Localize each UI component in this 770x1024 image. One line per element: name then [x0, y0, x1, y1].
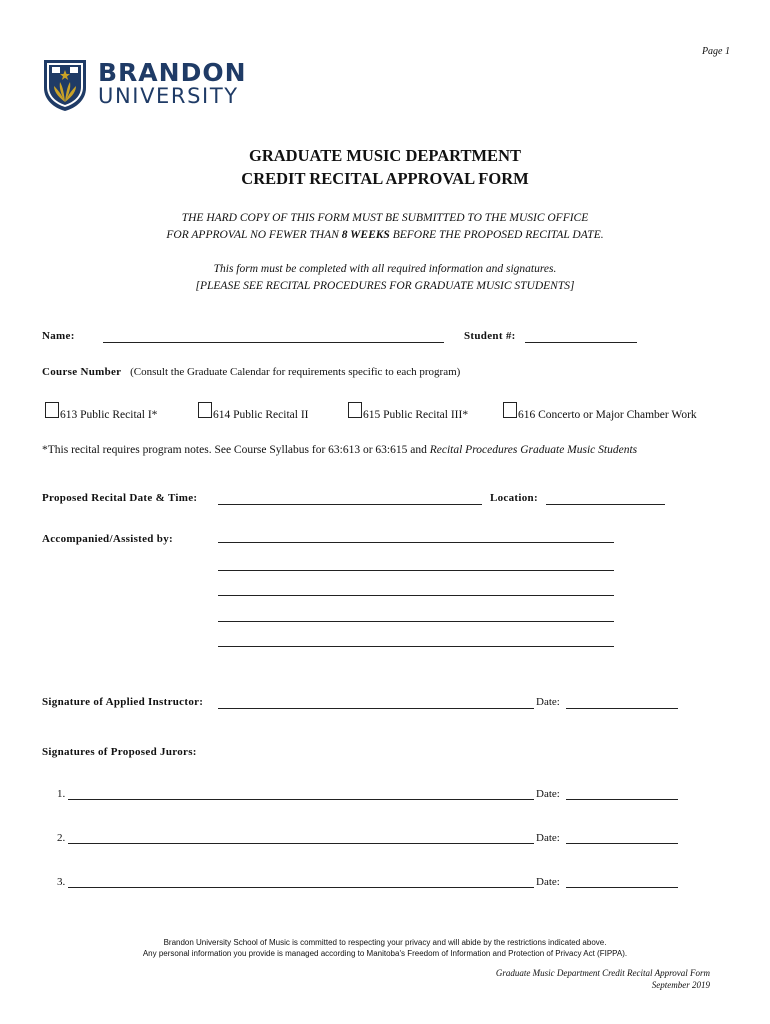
student-number-label: Student #:: [464, 330, 516, 342]
logo-brandon: BRANDON: [98, 58, 247, 87]
instructor-date-label: Date:: [536, 696, 560, 708]
name-label: Name:: [42, 330, 75, 342]
form-title-line2: CREDIT RECITAL APPROVAL FORM: [241, 169, 529, 188]
accompanist-field-4[interactable]: [218, 621, 614, 622]
accompanist-field-2[interactable]: [218, 570, 614, 571]
checkbox-616[interactable]: [503, 402, 517, 418]
juror-3-date-field[interactable]: [566, 887, 678, 888]
jurors-label: Signatures of Proposed Jurors:: [42, 746, 197, 758]
juror-3-signature-field[interactable]: [68, 887, 534, 888]
crest-icon: [42, 58, 88, 112]
option-613-label: 613 Public Recital I*: [60, 409, 158, 421]
notice-line2: [0, 229, 770, 241]
name-field[interactable]: [103, 342, 444, 343]
form-name-footer: Graduate Music Department Credit Recital Approval Form: [495, 968, 710, 978]
privacy-statement-line2: Any personal information you provide is managed according to Manitoba's Freedom of Information and Protection of Privacy Act (FIPPA).: [142, 949, 628, 958]
course-number-row: [42, 366, 460, 378]
location-label: Location:: [490, 492, 538, 504]
accompanied-label: Accompanied/Assisted by:: [42, 533, 173, 545]
juror-3-date-label: Date:: [536, 876, 560, 888]
recital-date-time-field[interactable]: [218, 504, 482, 505]
notice-line2-pre: FOR APPROVAL NO FEWER THAN: [166, 229, 342, 241]
checkbox-613[interactable]: [45, 402, 59, 418]
notice-line3: This form must be completed with all required information and signatures.: [213, 263, 557, 275]
juror-1-signature-field[interactable]: [68, 799, 534, 800]
checkbox-615[interactable]: [348, 402, 362, 418]
instructor-date-field[interactable]: [566, 708, 678, 709]
accompanist-field-3[interactable]: [218, 595, 614, 596]
juror-2-number: 2.: [57, 832, 66, 844]
juror-2-date-label: Date:: [536, 832, 560, 844]
course-number-label: Course Number: [42, 366, 122, 378]
juror-1-date-label: Date:: [536, 788, 560, 800]
privacy-statement-line1: Brandon University School of Music is committed to respecting your privacy and will abide by the restrictions indicated above.: [163, 938, 607, 947]
program-notes-note: [42, 444, 637, 456]
student-number-field[interactable]: [525, 342, 637, 343]
notice-line2-post: BEFORE THE PROPOSED RECITAL DATE.: [389, 229, 604, 241]
notice-line4: [PLEASE SEE RECITAL PROCEDURES FOR GRADUATE MUSIC STUDENTS]: [195, 280, 575, 292]
option-616-label: 616 Concerto or Major Chamber Work: [518, 409, 697, 421]
notice-line1: THE HARD COPY OF THIS FORM MUST BE SUBMITTED TO THE MUSIC OFFICE: [181, 212, 589, 224]
instructor-signature-label: Signature of Applied Instructor:: [42, 696, 204, 708]
location-field[interactable]: [546, 504, 665, 505]
form-title-line1: GRADUATE MUSIC DEPARTMENT: [249, 146, 521, 165]
page-number: Page 1: [701, 46, 730, 57]
notice-weeks: 8 WEEKS: [341, 229, 390, 241]
recital-date-time-label: Proposed Recital Date & Time:: [42, 492, 198, 504]
accompanist-field-5[interactable]: [218, 646, 614, 647]
course-number-hint: (Consult the Graduate Calendar for requirements specific to each program): [130, 366, 461, 378]
juror-1-number: 1.: [57, 788, 66, 800]
option-615-label: 615 Public Recital III*: [363, 409, 469, 421]
accompanist-field-1[interactable]: [218, 542, 614, 543]
checkbox-614[interactable]: [198, 402, 212, 418]
juror-2-date-field[interactable]: [566, 843, 678, 844]
juror-3-number: 3.: [57, 876, 66, 888]
juror-1-date-field[interactable]: [566, 799, 678, 800]
juror-2-signature-field[interactable]: [68, 843, 534, 844]
logo-university: UNIVERSITY: [98, 84, 239, 108]
form-date-footer: September 2019: [651, 980, 710, 990]
recital-procedures-ref: Recital Procedures Graduate Music Students: [429, 444, 638, 456]
program-note-text: *This recital requires program notes. See Course Syllabus for 63:613 or 63:615 and: [42, 444, 430, 456]
option-614-label: 614 Public Recital II: [213, 409, 309, 421]
instructor-signature-field[interactable]: [218, 708, 534, 709]
